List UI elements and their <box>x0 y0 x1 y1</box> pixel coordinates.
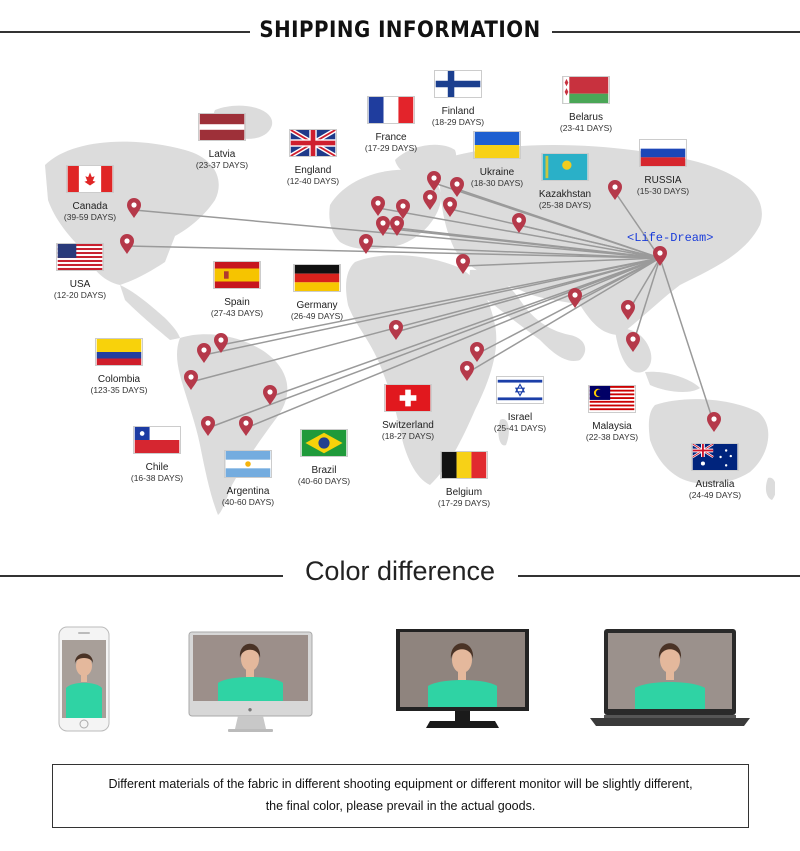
map-pin-dot <box>711 416 716 421</box>
map-pin-dot <box>394 220 399 225</box>
country-colombia <box>64 338 174 396</box>
delivery-days: (18-29 DAYS) <box>431 116 485 127</box>
malaysia-flag-icon <box>588 385 636 413</box>
spain-flag-icon <box>213 261 261 289</box>
country-name: Belarus <box>569 112 603 124</box>
header-rule-right <box>518 575 800 577</box>
map-pin-dot <box>363 238 368 243</box>
country-name: England <box>294 165 332 177</box>
map-pin-dot <box>460 258 465 263</box>
map-pin-dot <box>516 217 521 222</box>
country-name: Brazil <box>311 465 337 477</box>
map-pin-dot <box>630 336 635 341</box>
monitor-device <box>395 628 530 733</box>
map-pin-dot <box>447 201 452 206</box>
smartphone-device <box>58 626 110 732</box>
delivery-days: (18-30 DAYS) <box>470 177 524 188</box>
germany-flag-icon <box>293 264 341 292</box>
map-pin-dot <box>188 374 193 379</box>
country-finland <box>403 70 513 128</box>
delivery-days: (40-60 DAYS) <box>221 496 275 507</box>
belarus-flag-icon <box>562 76 610 104</box>
country-name: Ukraine <box>479 167 515 179</box>
delivery-days: (16-38 DAYS) <box>130 472 184 483</box>
country-name: Malaysia <box>592 421 632 433</box>
note-line-2: the final color, please prevail in the actual goods. <box>265 799 536 813</box>
country-kazakhstan <box>510 153 620 211</box>
country-name: Israel <box>507 412 533 424</box>
delivery-days: (23-37 DAYS) <box>195 159 249 170</box>
delivery-days: (17-29 DAYS) <box>437 497 491 508</box>
map-pin-dot <box>375 200 380 205</box>
map-pin-dot <box>572 292 577 297</box>
map-pin-dot <box>218 337 223 342</box>
delivery-days: (22-38 DAYS) <box>585 431 639 442</box>
colombia-flag-icon <box>95 338 143 366</box>
switzerland-flag-icon <box>384 384 432 412</box>
country-name: Latvia <box>208 149 236 161</box>
chile-flag-icon <box>133 426 181 454</box>
delivery-days: (27-43 DAYS) <box>210 307 264 318</box>
country-name: Germany <box>296 300 338 312</box>
country-name: Finland <box>441 106 475 118</box>
country-name: Chile <box>145 462 169 474</box>
delivery-days: (25-41 DAYS) <box>493 422 547 433</box>
kazakhstan-flag-icon <box>541 153 589 181</box>
latvia-flag-icon <box>198 113 246 141</box>
color-difference-header <box>0 556 800 596</box>
delivery-days: (15-30 DAYS) <box>636 185 690 196</box>
country-name: RUSSIA <box>644 175 682 187</box>
country-name: France <box>375 132 407 144</box>
delivery-days: (17-29 DAYS) <box>364 142 418 153</box>
map-pin-dot <box>427 194 432 199</box>
country-malaysia <box>557 385 667 443</box>
shipping-title: SHIPPING INFORMATION <box>259 18 541 43</box>
country-name: Argentina <box>226 486 270 498</box>
map-pin-dot <box>205 420 210 425</box>
country-australia <box>660 443 770 501</box>
country-name: USA <box>69 279 91 291</box>
delivery-days: (26-49 DAYS) <box>290 310 344 321</box>
country-name: Canada <box>72 201 108 213</box>
country-belgium <box>409 451 519 509</box>
delivery-days: (123-35 DAYS) <box>90 384 148 395</box>
delivery-days: (23-41 DAYS) <box>559 122 613 133</box>
russia-flag-icon <box>639 139 687 167</box>
delivery-days: (25-38 DAYS) <box>538 199 592 210</box>
country-switzerland <box>353 384 463 442</box>
map-pin-dot <box>625 304 630 309</box>
map-pin-dot <box>431 175 436 180</box>
delivery-days: (18-27 DAYS) <box>381 430 435 441</box>
note-line-1: Different materials of the fabric in different shooting equipment or different monitor will be slightly different, <box>108 777 693 791</box>
country-belarus <box>531 76 641 134</box>
delivery-days: (12-20 DAYS) <box>53 289 107 300</box>
country-name: Australia <box>695 479 735 491</box>
australia-flag-icon <box>691 443 739 471</box>
map-pin-dot <box>243 420 248 425</box>
usa-flag-icon <box>56 243 104 271</box>
country-name: Switzerland <box>382 420 434 432</box>
map-pin-dot <box>464 365 469 370</box>
finland-flag-icon <box>434 70 482 98</box>
delivery-days: (40-60 DAYS) <box>297 475 351 486</box>
map-pin-dot <box>474 346 479 351</box>
apple-logo-icon: ● <box>247 705 253 714</box>
map-pin-dot <box>380 220 385 225</box>
delivery-days: (39-59 DAYS) <box>63 211 117 222</box>
map-pin-dot <box>267 389 272 394</box>
route-australia <box>660 258 714 424</box>
brand-label: <Life-Dream> <box>627 231 714 245</box>
map-pin-dot <box>201 347 206 352</box>
country-name: Colombia <box>97 374 141 386</box>
map-pin-dot <box>393 324 398 329</box>
map-pin-dot <box>657 250 662 255</box>
country-name: Kazakhstan <box>538 189 592 201</box>
israel-flag-icon <box>496 376 544 404</box>
shipping-header <box>0 12 800 52</box>
country-name: Spain <box>224 297 250 309</box>
country-russia <box>608 139 718 197</box>
color-difference-title: Color difference <box>304 556 496 586</box>
canada-flag-icon <box>66 165 114 193</box>
delivery-days: (24-49 DAYS) <box>688 489 742 500</box>
header-rule-right <box>552 31 800 33</box>
imac-device <box>188 631 313 733</box>
laptop-device <box>590 628 750 728</box>
uk-flag-icon <box>289 129 337 157</box>
color-note-box <box>52 764 749 828</box>
delivery-days: (12-40 DAYS) <box>286 175 340 186</box>
map-pin-dot <box>400 203 405 208</box>
belgium-flag-icon <box>440 451 488 479</box>
country-name: Belgium <box>445 487 483 499</box>
country-germany <box>262 264 372 322</box>
country-canada <box>35 165 145 223</box>
brazil-flag-icon <box>300 429 348 457</box>
argentina-flag-icon <box>224 450 272 478</box>
country-usa <box>25 243 135 301</box>
